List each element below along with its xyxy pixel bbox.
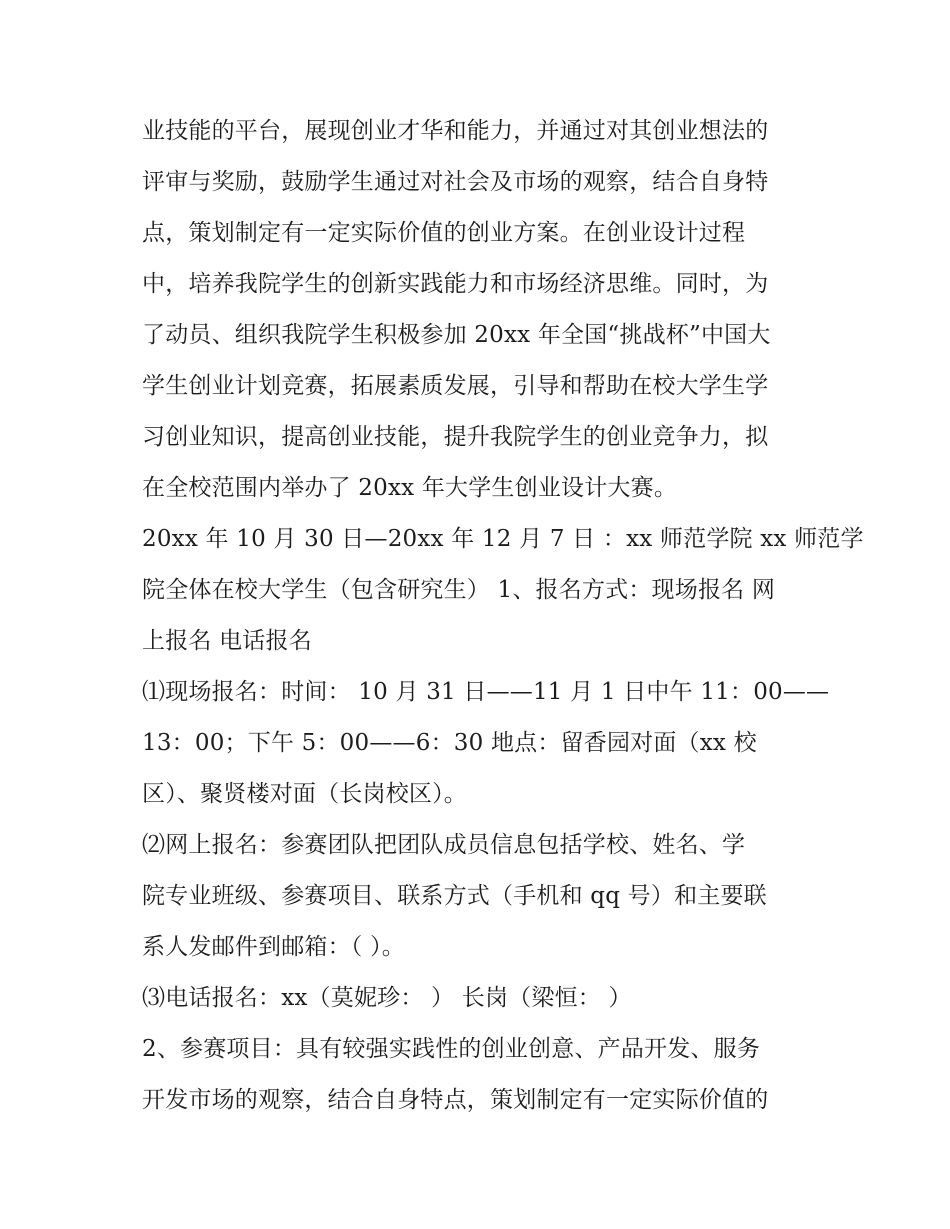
text-line: 2、参赛项目：具有较强实践性的创业创意、产品开发、服务: [142, 1036, 761, 1062]
text-line: 开发市场的观察，结合自身特点，策划制定有一定实际价值的: [142, 1087, 769, 1113]
text-line: 系人发邮件到邮箱：（ ）。: [142, 934, 405, 960]
text-line: ⑴现场报名：时间： 10 月 31 日——11 月 1 日中午 11：00——: [142, 679, 830, 705]
text-line: 评审与奖励，鼓励学生通过对社会及市场的观察，结合自身特: [142, 169, 769, 195]
text-line: 点，策划制定有一定实际价值的创业方案。在创业设计过程: [142, 220, 746, 246]
text-line: 上报名 电话报名: [142, 628, 312, 654]
document-body: [142, 106, 864, 1126]
text-line: 业技能的平台，展现创业才华和能力，并通过对其创业想法的: [142, 118, 769, 144]
text-line: 中，培养我院学生的创新实践能力和市场经济思维。同时，为: [142, 271, 769, 297]
text-line: 13：00；下午 5：00——6：30 地点：留香园对面（xx 校: [142, 730, 757, 756]
text-line: 区）、聚贤楼对面（长岗校区）。: [142, 781, 467, 807]
text-line: 学生创业计划竞赛，拓展素质发展，引导和帮助在校大学生学: [142, 373, 769, 399]
text-line: 了动员、组织我院学生积极参加 20xx 年全国“挑战杯”中国大: [142, 322, 771, 348]
text-line: 院专业班级、参赛项目、联系方式（手机和 qq 号）和主要联: [142, 883, 767, 909]
text-line: ⑶电话报名：xx（莫妮珍： ） 长岗（梁恒： ）: [142, 985, 632, 1011]
text-line: 院全体在校大学生（包含研究生） 1、报名方式：现场报名 网: [142, 577, 776, 603]
text-line: 20xx 年 10 月 30 日—20xx 年 12 月 7 日 ：xx 师范学院 xx 师范学: [142, 526, 864, 552]
text-line: ⑵网上报名：参赛团队把团队成员信息包括学校、姓名、学: [142, 832, 746, 858]
text-line: 习创业知识，提高创业技能，提升我院学生的创业竞争力，拟: [142, 424, 769, 450]
text-line: 在全校范围内举办了 20xx 年大学生创业设计大赛。: [142, 475, 678, 501]
